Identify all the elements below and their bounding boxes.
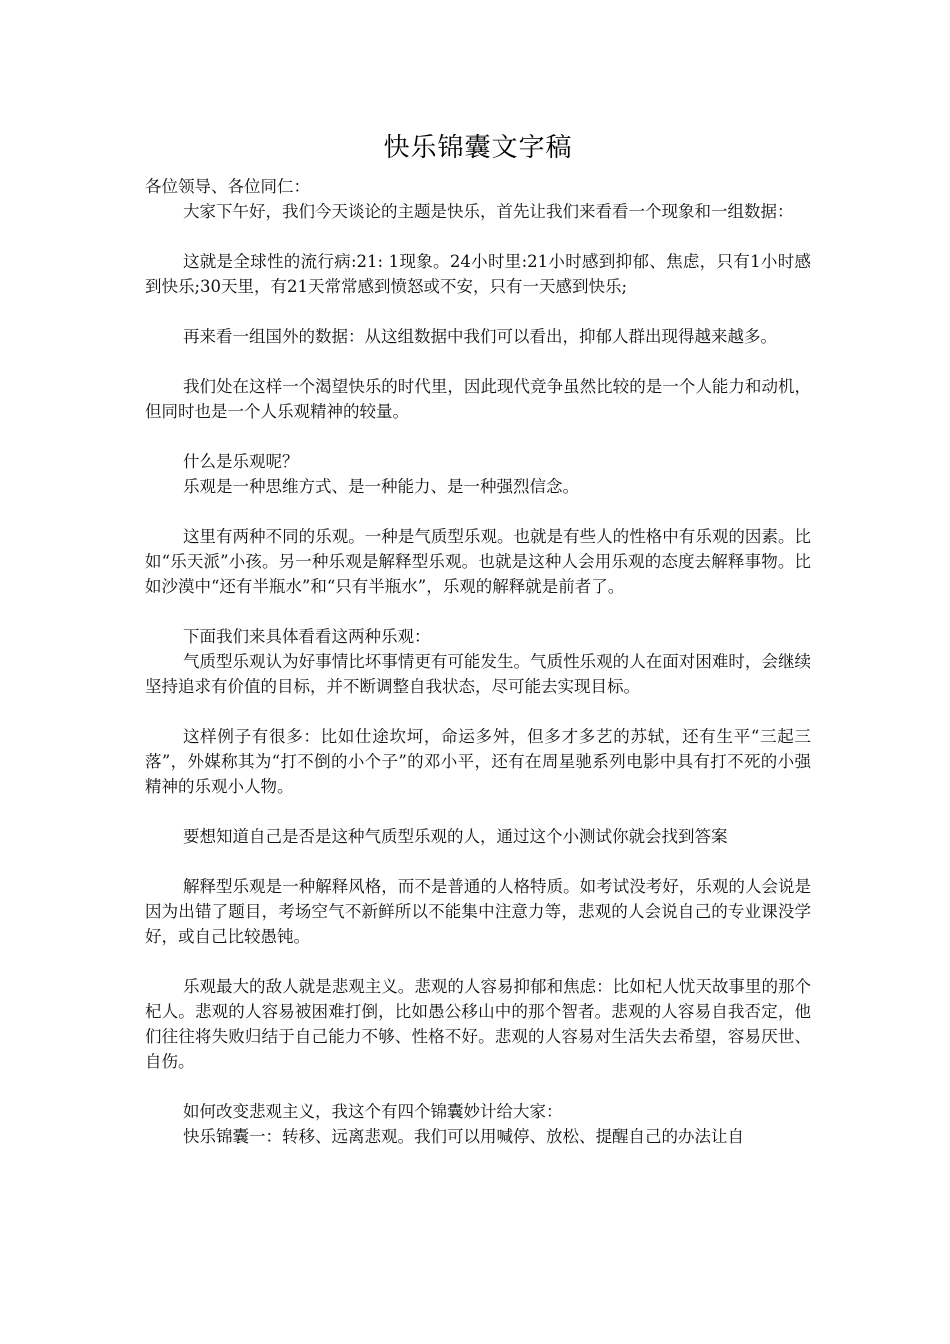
paragraph-details-intro: 下面我们来具体看看这两种乐观：: [182, 627, 431, 646]
paragraph-pessimism: 乐观最大的敌人就是悲观主义。悲观的人容易抑郁和焦虑：比如杞人忧天故事里的那个杞人。悲观的人容易被困难打倒，比如愚公移山中的那个智者。悲观的人容易自我否定，他们往往将失败归结于自己能力不够、性格不好。悲观的人容易对生活失去希望，容易厌世、自伤。: [145, 977, 811, 1071]
paragraph-gap: [145, 224, 811, 249]
paragraph-foreign-data: 再来看一组国外的数据：从这组数据中我们可以看出，抑郁人群出现得越来越多。: [182, 327, 777, 346]
document-title: 快乐锦囊文字稿: [383, 133, 573, 163]
document-body: [145, 128, 811, 1149]
paragraph-gap: [145, 799, 811, 824]
paragraph-gap: [145, 424, 811, 449]
paragraph-two-types: 这里有两种不同的乐观。一种是气质型乐观。也就是有些人的性格中有乐观的因素。比如“乐天派”小孩。另一种乐观是解释型乐观。也就是这种人会用乐观的态度去解释事物。比如沙漠中“还有半瓶水”和“只有半瓶水”，乐观的解释就是前者了。: [145, 527, 811, 596]
paragraph-epidemic: 这就是全球性的流行病:21: 1现象。24小时里:21小时感到抑郁、焦虑，只有1小时感到快乐;30天里，有21天常常感到愤怒或不安，只有一天感到快乐;: [145, 252, 811, 296]
paragraph-temperament: 气质型乐观认为好事情比坏事情更有可能发生。气质性乐观的人在面对困难时，会继续坚持追求有价值的目标，并不断调整自我状态，尽可能去实现目标。: [145, 652, 811, 696]
paragraph-gap: [145, 599, 811, 624]
paragraph-gap: [145, 849, 811, 874]
paragraph-examples: 这样例子有很多：比如仕途坎坷，命运多舛，但多才多艺的苏轼，还有生平“三起三落”，外媒称其为“打不倒的小个子”的邓小平，还有在周星驰系列电影中具有打不死的小强精神的乐观小人物。: [145, 727, 811, 796]
paragraph-how-to-change: 如何改变悲观主义，我这个有四个锦囊妙计给大家：: [182, 1102, 563, 1121]
paragraph-gap: [145, 499, 811, 524]
paragraph-intro: 大家下午好，我们今天谈论的主题是快乐，首先让我们来看看一个现象和一组数据：: [182, 202, 794, 221]
greeting: 各位领导、各位同仁：: [145, 177, 310, 196]
paragraph-gap: [145, 1074, 811, 1099]
paragraph-question: 什么是乐观呢？: [182, 452, 299, 471]
paragraph-era: 我们处在这样一个渴望快乐的时代里，因此现代竞争虽然比较的是一个人能力和动机，但同时也是一个人乐观精神的较量。: [145, 377, 811, 421]
paragraph-gap: [145, 299, 811, 324]
paragraph-gap: [145, 949, 811, 974]
paragraph-explanatory: 解释型乐观是一种解释风格，而不是普通的人格特质。如考试没考好，乐观的人会说是因为出错了题目，考场空气不新鲜所以不能集中注意力等，悲观的人会说自己的专业课没学好，或自己比较愚钝。: [145, 877, 811, 946]
paragraph-gap: [145, 349, 811, 374]
paragraph-definition: 乐观是一种思维方式、是一种能力、是一种强烈信念。: [182, 477, 579, 496]
paragraph-test: 要想知道自己是否是这种气质型乐观的人，通过这个小测试你就会找到答案: [182, 827, 728, 846]
paragraph-tip-one: 快乐锦囊一：转移、远离悲观。我们可以用喊停、放松、提醒自己的办法让自: [182, 1127, 744, 1146]
paragraph-gap: [145, 699, 811, 724]
